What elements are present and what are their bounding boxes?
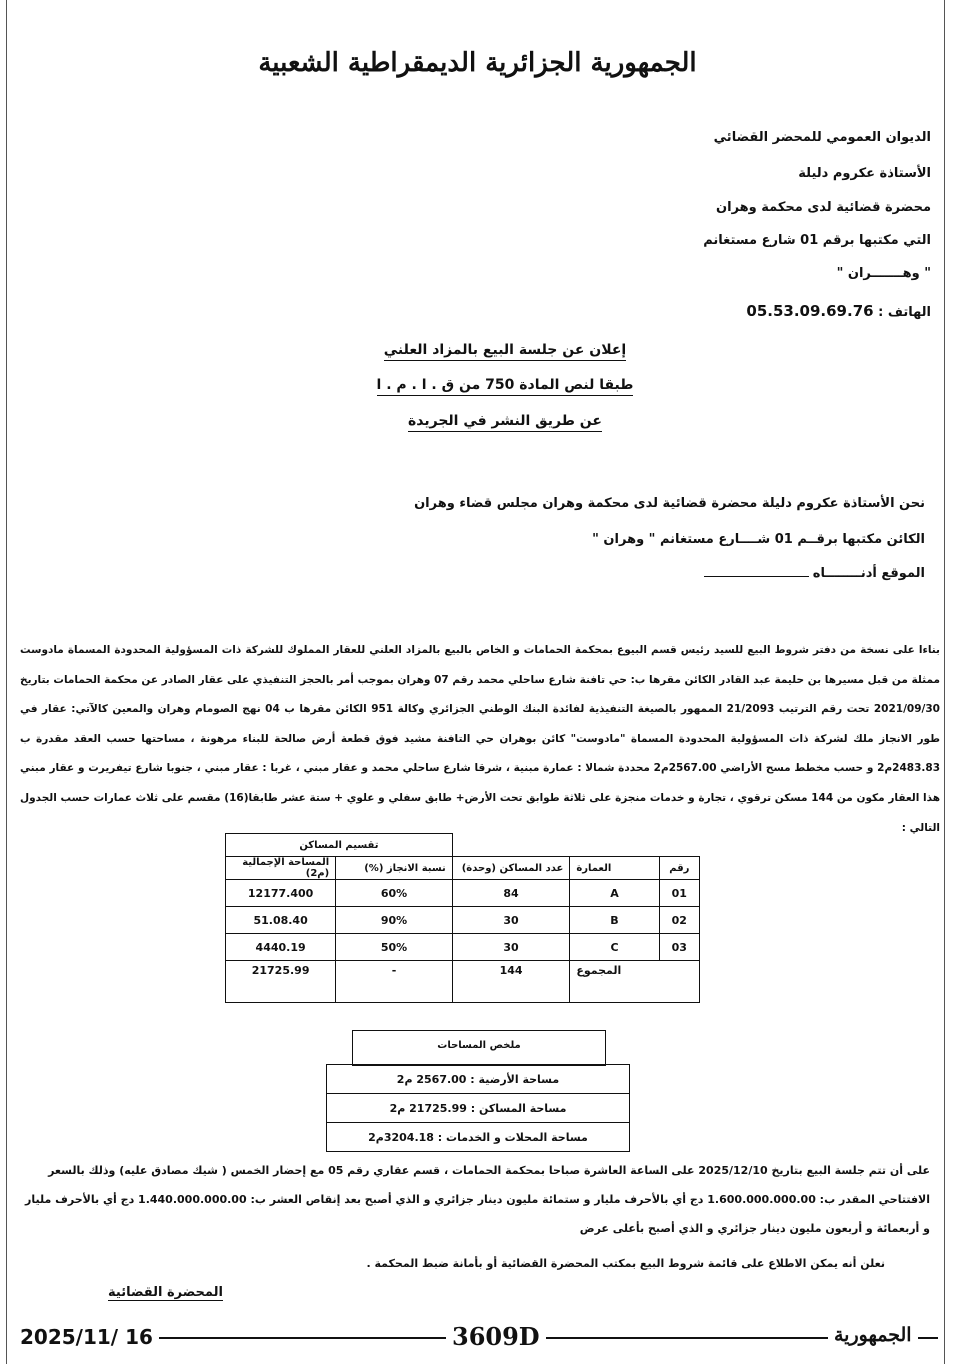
page-border-right [944,0,945,1364]
table-total-row [226,961,700,1003]
table-header-row [226,857,700,880]
footer-date: 2025/11/ 16 [14,1325,159,1349]
body-paragraph: بناءا على نسخة من دفتر شروط البيع للسيد رئيس قسم البيوع بمحكمة الحمامات و الخاص بالبيع بالمزاد العلني للعقار المملوك للشركة ذات المسؤولية المحدودة المسماة مادوست ممثلة من قبل مسيرها بن حليمة عبد القادر الكائن مقرها ب: حي تافنة شارع ساحلي محمد رقم 07 وهران بموجب أمر بالحجز التنفيذي على عقار الصادر عن محكمة الحمامات بتاريخ 2021/09/30 تحت رقم الترتيب 21/2093 الممهور بالصيغة التنفيذية لفائدة البنك الوطني الجزائري وكالة 951 الكائن مقرها ب 04 نهج الصومام وهران والمعين كالآتي: عقار في طور الانجاز ملك لشركة ذات المسؤولية المحدودة المسماة "مادوست" كائن بوهران حي التافنة مشيد فوق قطعة أرض صالحة للبناء مرهونة ، مساحتها حسب العقد مقدرة ب 2483.83م2 و حسب مخطط مسح الأراضي 2567.00م2 محددة شمالا : عمارة مبنية ، شرقا شارع ساحلي محمد و عقار مبني ، غربا : عقار مبني ، جنوبا شارع تيفريرت و عقار مبني هذا العقار مكون من 144 مسكن ترقوي ، تجارة و خدمات منجزة على ثلاثة طوابق تحت الأرض+ طابق سفلي و علوي + ستة عشر طابقا(16) مقسم على ثلاث عمارات حسب الجدول التالي : [20,644,940,834]
table-total-area: 21725.99 [226,961,336,1003]
table-header: العمارة [570,857,659,880]
summary-row [327,1123,630,1152]
summary-title: ملخص المساحات [352,1030,606,1066]
table-cell: 60% [336,880,453,907]
table-cell: 03 [659,934,699,961]
footer-code: 3609D [446,1322,546,1351]
table-header: نسبة الانجاز (%) [336,857,453,880]
table-cell: 12177.400 [226,880,336,907]
document-title: الجمهورية الجزائرية الديمقراطية الشعبية [258,48,697,78]
table-cell: B [570,907,659,934]
table-cell: 90% [336,907,453,934]
signature-block [108,1281,223,1300]
table-total-label: المجموع [570,961,700,1003]
intro-line-1: نحن الأستاذة عكروم دليلة محضرة قضائية لدى محكمة وهران مجلس قضاء وهران [414,496,925,511]
summary-row [327,1065,630,1094]
office-line-4: التي مكتبها برقم 01 شارع مستغانم [703,233,931,248]
table-group-header: تقسيم المساكن [226,834,453,857]
table-header: رقم [659,857,699,880]
summary-cell: مساحة المحلات و الخدمات : 3204.18م2 [327,1123,630,1152]
closing-notice: نعلن أنه يمكن الاطلاع على قائمة شروط البيع بمكتب المحضرة القضائية أو بأمانة ضبط المحكمة . [366,1257,885,1270]
table-header: المساحة الإجمالية (م2) [226,857,336,880]
table-cell: 50% [336,934,453,961]
table-group-header-row [226,834,700,857]
table-row [226,880,700,907]
announcement-heading-1: إعلان عن جلسة البيع بالمزاد العلني [0,342,955,358]
intro-line-2: الكائن مكتبها برقــم 01 شــــارع مستغانم " وهران " [592,532,925,547]
table-row [226,934,700,961]
newspaper-logo: الجمهورية [828,1324,918,1346]
table-total-units: 144 [452,961,570,1003]
table-cell: 02 [659,907,699,934]
announcement-heading-3: عن طريق النشر في الجريدة [0,413,955,429]
table-cell: 51.08.40 [226,907,336,934]
table-cell: 01 [659,880,699,907]
summary-cell: مساحة الأرضية : 2567.00 م2 [327,1065,630,1094]
office-phone [331,302,931,320]
table-cell: 30 [452,934,570,961]
distribution-table [225,833,700,1003]
office-line-5: " وهـــــــران " [836,266,931,281]
summary-table [326,1064,630,1152]
phone-label: الهاتف : [878,305,931,320]
table-cell: 84 [452,880,570,907]
table-cell: 4440.19 [226,934,336,961]
table-header: عدد المساكن (وحدة) [452,857,570,880]
table-cell: C [570,934,659,961]
summary-cell: مساحة المساكن : 21725.99 م2 [327,1094,630,1123]
table-row [226,907,700,934]
page-border-left [6,0,7,1364]
phone-number: 05.53.09.69.76 [746,302,874,320]
office-line-3: محضرة قضائية لدى محكمة وهران [716,200,931,215]
table-cell: A [570,880,659,907]
closing-paragraph: على أن تتم جلسة البيع بتاريخ 2025/12/10 على الساعة العاشرة صباحا بمحكمة الحمامات ، قسم عقاري رقم 05 مع إحضار الخمس ( شيك مصادق عليه) وذلك بالسعر الافتتاحي المقدر ب: 1.600.000.000.00 دج أي بالأحرف مليار و ستمائة مليون دينار جزائري و الذي أصبح بعد إنقاص العشر ب: 1.440.000.000.00 دج أي بالأحرف مليار و أربعمائة و أربعون مليون دينار جزائري و الذي أصبح بأعلى عرض [25,1164,930,1235]
table-total-rate: - [336,961,453,1003]
summary-row [327,1094,630,1123]
table-cell: 30 [452,907,570,934]
announcement-heading-2: طبقا لنص المادة 750 من ق . ا . م . ا [0,377,955,393]
office-line-2: الأستاذة عكروم دليلة [798,166,931,181]
signature-label: المحضرة القضائية [108,1285,223,1300]
office-line-1: الديوان العمومي للمحضر القضائي [713,130,931,145]
intro-line-3: الموقع أدنــــــــاه [225,566,925,581]
